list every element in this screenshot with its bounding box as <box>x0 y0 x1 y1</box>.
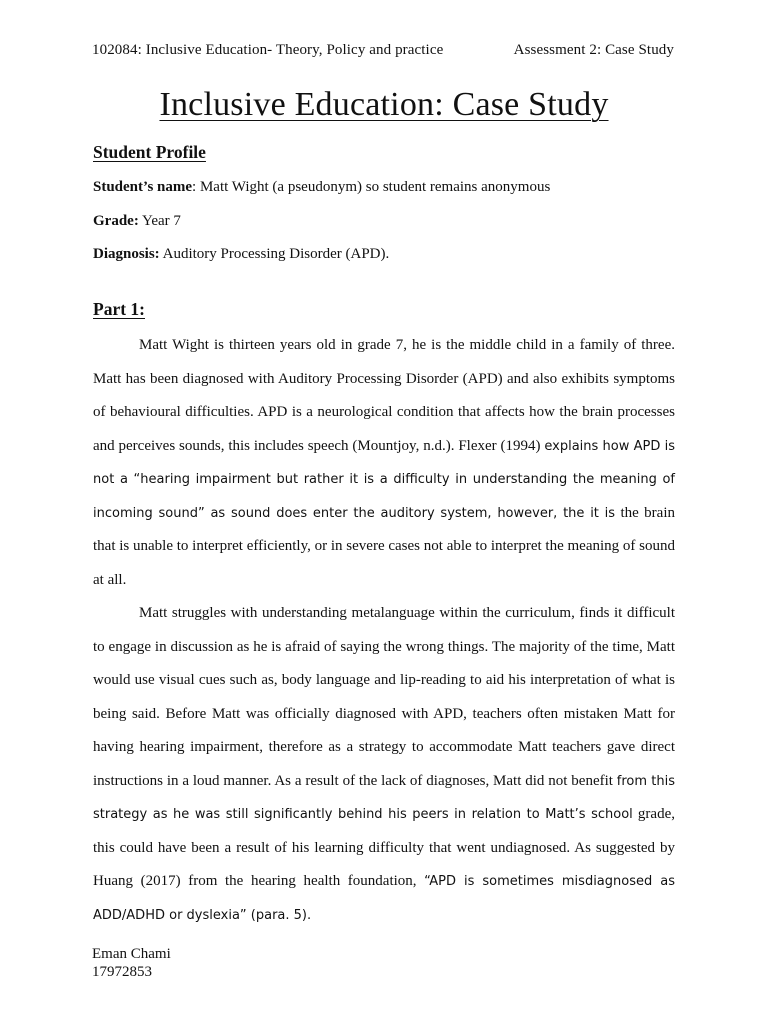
paragraph-1-text-b: explains how APD is not a “hearing impairment but rather it is a difficulty in understanding the meaning of incoming sound” as sound does enter the auditory system, however, the it is <box>93 438 675 521</box>
paragraph-2-text-b: from this strategy as he was still significantly behind his peers in relation to Matt’s school <box>93 773 676 822</box>
student-name-label: Student’s name <box>93 179 193 195</box>
student-profile-heading: Student Profile <box>93 142 206 162</box>
paragraph-1 <box>93 329 675 597</box>
student-name-field <box>93 179 550 196</box>
student-name-value: : Matt Wight (a pseudonym) so student remains anonymous <box>192 179 551 195</box>
paragraph-2-text-c: grade, this could have been a result of his learning difficulty that went undiagnosed. As suggested by Huang (2017) from the hearing health foundation, <box>93 806 675 889</box>
diagnosis-value: Auditory Processing Disorder (APD). <box>159 246 390 262</box>
paragraph-2 <box>93 597 675 932</box>
diagnosis-field <box>93 246 389 263</box>
grade-label: Grade: <box>93 213 139 229</box>
paragraph-1-text-c: the brain that is unable to interpret efficiently, or in severe cases not able to interpret the meaning of sound at all. <box>93 504 675 588</box>
footer-student-id: 17972853 <box>92 964 152 980</box>
paragraph-2-text-d: “APD is sometimes misdiagnosed as ADD/ADHD or dyslexia” (para. 5). <box>93 874 675 923</box>
grade-value: Year 7 <box>138 213 181 229</box>
header-course: 102084: Inclusive Education- Theory, Policy and practice <box>92 42 444 58</box>
header-assessment: Assessment 2: Case Study <box>513 42 674 58</box>
paragraph-2-text-a: Matt struggles with understanding metalanguage within the curriculum, finds it difficult to engage in discussion as he is afraid of saying the wrong things. The majority of the time, Matt would use visual cues such as, body language and lip-reading to aid his interpretation of what is being said. Before Matt was officially diagnosed with APD, teachers often mistaken Matt for having hearing impairment, therefore as a strategy to accommodate Matt teachers gave direct instructions in a loud manner. As a result of the lack of diagnoses, Matt did not benefit <box>93 605 675 789</box>
part1-heading: Part 1: <box>93 299 145 319</box>
diagnosis-label: Diagnosis: <box>93 246 160 262</box>
paragraph-1-text-a: Matt Wight is thirteen years old in grade 7, he is the middle child in a family of three. Matt has been diagnosed with Auditory Processing Disorder (APD) and also exhibits symptoms of behavioural difficulties. APD is a neurological condition that affects how the brain processes and perceives sounds, this includes speech (Mountjoy, n.d.). Flexer (1994) <box>93 337 675 454</box>
footer-author-name: Eman Chami <box>92 946 171 962</box>
grade-field <box>93 213 181 230</box>
page-title: Inclusive Education: Case Study <box>159 86 609 123</box>
